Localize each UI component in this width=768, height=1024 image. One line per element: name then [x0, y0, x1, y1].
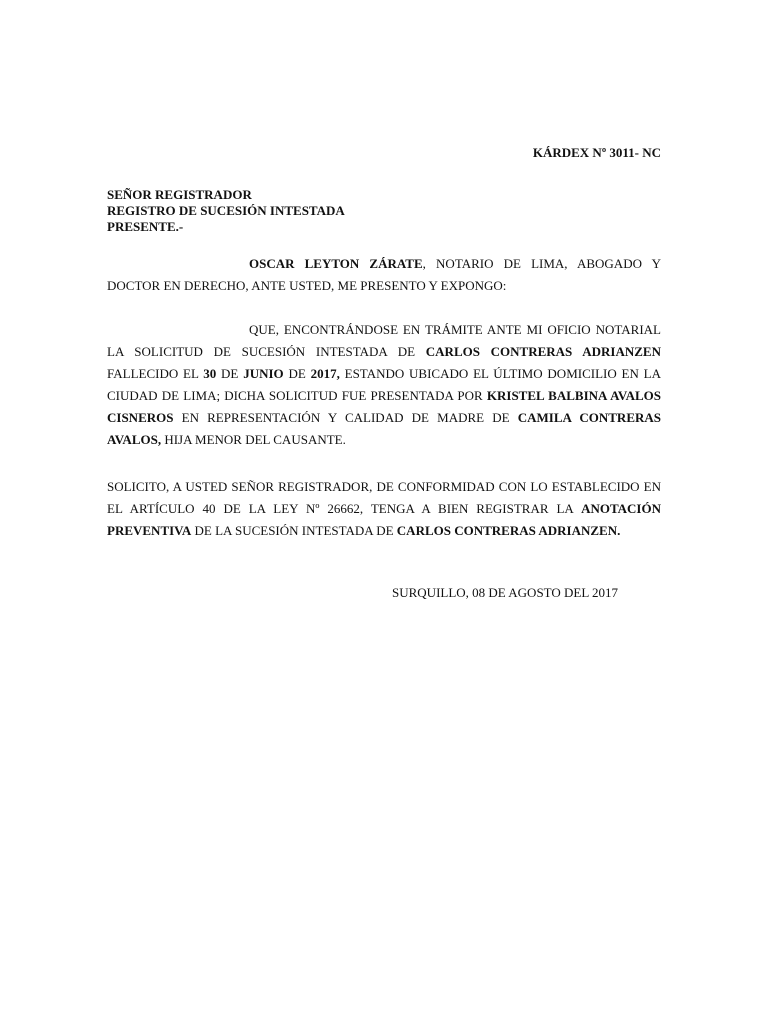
- facts-text-7: HIJA MENOR DEL CAUSANTE.: [161, 432, 346, 447]
- paragraph-introduction: [107, 253, 661, 297]
- addressee-line-registry: REGISTRO DE SUCESIÓN INTESTADA: [107, 203, 345, 218]
- facts-text-2: FALLECIDO EL: [107, 366, 204, 381]
- request-text-1: SOLICITO, A USTED SEÑOR REGISTRADOR, DE CONFORMIDAD CON LO ESTABLECIDO EN EL ARTÍCULO 40 DE LA LEY Nº 26662, TENGA A BIEN REGISTRAR LA: [107, 479, 661, 516]
- paragraph-request: [107, 476, 661, 542]
- addressee-block: [107, 187, 345, 235]
- introduction-text: , NOTARIO DE LIMA, ABOGADO Y DOCTOR EN DERECHO, ANTE USTED, ME PRESENTO Y EXPONGO:: [107, 256, 662, 293]
- annotation-type: ANOTACIÓN PREVENTIVA: [107, 501, 661, 538]
- facts-text-1: QUE, ENCONTRÁNDOSE EN TRÁMITE ANTE MI OFICIO NOTARIAL LA SOLICITUD DE SUCESIÓN INTESTADA DE: [107, 322, 661, 359]
- facts-text-4: DE: [283, 366, 311, 381]
- death-year: 2017,: [310, 366, 340, 381]
- kardex-number: KÁRDEX Nº 3011- NC: [532, 145, 661, 160]
- request-deceased-name: CARLOS CONTRERAS ADRIANZEN.: [396, 523, 621, 538]
- death-day: 30: [203, 366, 217, 381]
- addressee-line-registrar: SEÑOR REGISTRADOR: [107, 187, 252, 202]
- minor-name: CAMILA CONTRERAS AVALOS,: [107, 410, 661, 447]
- request-text-2: DE LA SUCESIÓN INTESTADA DE: [191, 523, 397, 538]
- paragraph-facts: [107, 319, 661, 451]
- death-month: JUNIO: [243, 366, 284, 381]
- facts-text-5: ESTANDO UBICADO EL ÚLTIMO DOMICILIO EN LA CIUDAD DE LIMA; DICHA SOLICITUD FUE PRESENTADA POR: [107, 366, 661, 403]
- deceased-name: CARLOS CONTRERAS ADRIANZEN: [425, 344, 661, 359]
- notary-name: OSCAR LEYTON ZÁRATE: [249, 256, 423, 271]
- facts-text-3: DE: [216, 366, 244, 381]
- applicant-name: KRISTEL BALBINA AVALOS CISNEROS: [107, 388, 661, 425]
- facts-text-6: EN REPRESENTACIÓN Y CALIDAD DE MADRE DE: [173, 410, 518, 425]
- place-and-date: SURQUILLO, 08 DE AGOSTO DEL 2017: [392, 585, 619, 600]
- addressee-line-presente: PRESENTE.-: [107, 219, 184, 234]
